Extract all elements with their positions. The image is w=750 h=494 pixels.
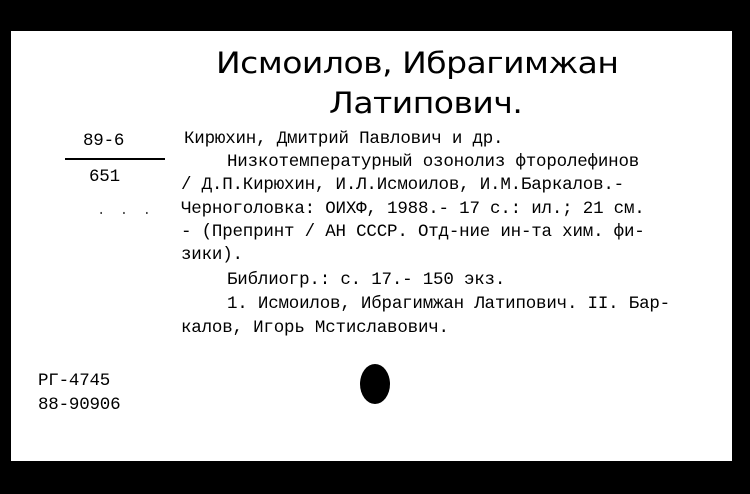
entry-line: 1. Исмоилов, Ибрагимжан Латипович. II. Бар- — [227, 294, 670, 314]
call-number-bottom: 651 — [89, 167, 120, 187]
ink-blot — [360, 364, 390, 404]
entry-line: / Д.П.Кирюхин, И.Л.Исмоилов, И.М.Баркалов.- — [181, 175, 624, 195]
call-number-top: 89-6 — [83, 131, 125, 151]
call-number-divider — [65, 158, 165, 160]
handwritten-name-line-2: Латипович. — [329, 85, 523, 121]
entry-line: Черноголовка: ОИХФ, 1988.- 17 с.: ил.; 21 см. — [181, 199, 645, 219]
entry-line: Низкотемпературный озонолиз фторолефинов — [227, 152, 640, 172]
entry-line: Кирюхин, Дмитрий Павлович и др. — [184, 129, 504, 149]
entry-line: Библиогр.: с. 17.- 150 экз. — [227, 270, 506, 290]
catalog-card — [11, 31, 732, 461]
bottom-code-2: 88-90906 — [38, 395, 121, 415]
handwritten-name-line-1: Исмоилов, Ибрагимжан — [216, 45, 619, 81]
entry-line: - (Препринт / АН СССР. Отд-ние ин-та хим. фи- — [181, 222, 645, 242]
bottom-code-1: РГ-4745 — [38, 371, 111, 391]
entry-line: калов, Игорь Мстиславович. — [181, 318, 449, 338]
margin-dots: . . . — [97, 203, 155, 219]
entry-line: зики). — [181, 245, 243, 265]
